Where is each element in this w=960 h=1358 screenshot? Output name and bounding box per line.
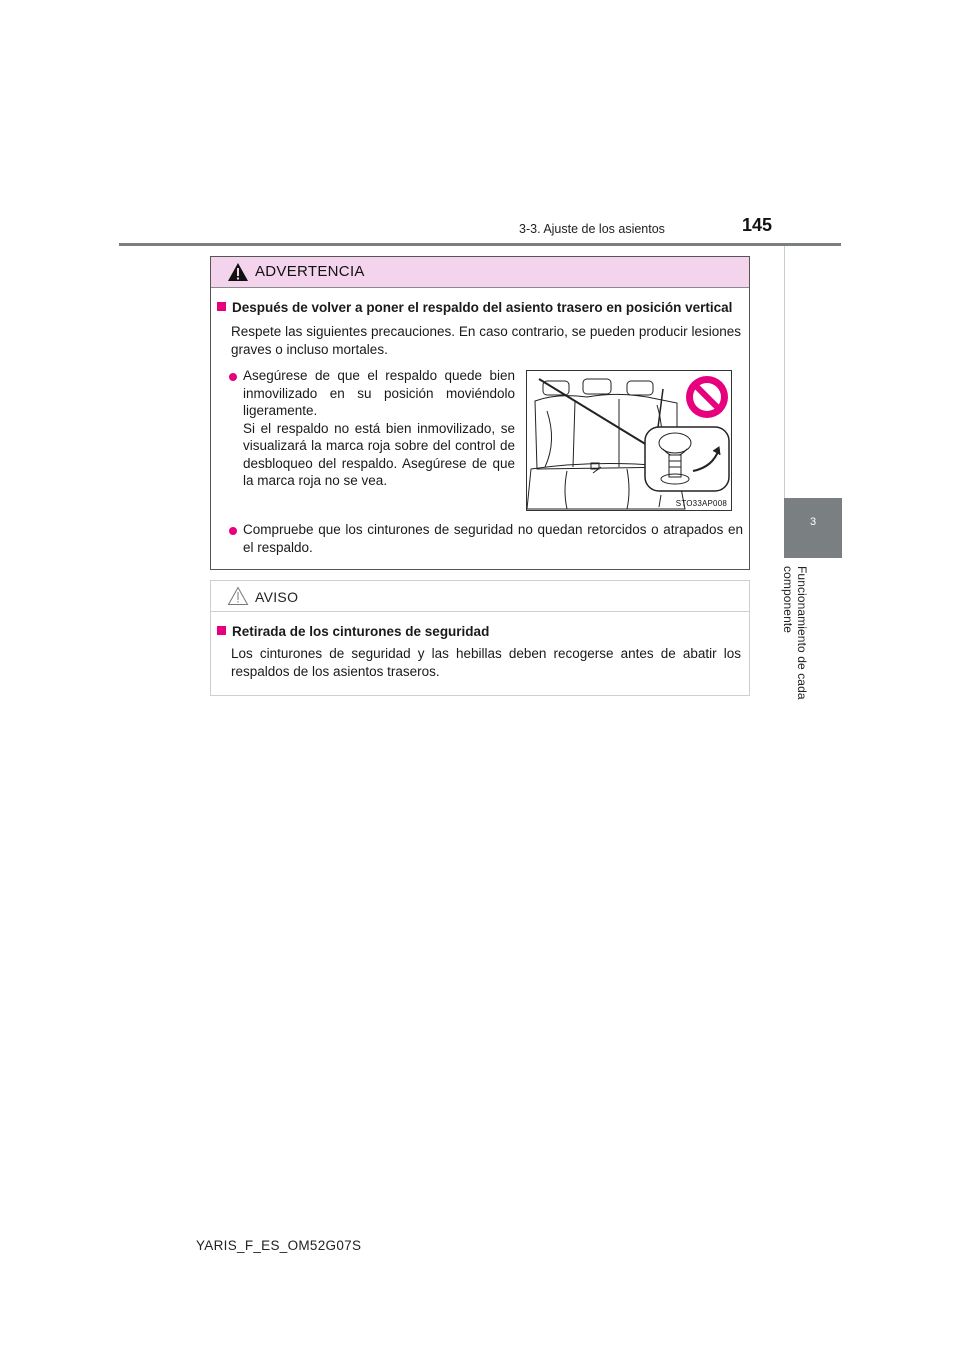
warning-intro: Respete las siguientes precauciones. En caso contrario, se pueden producir lesiones graves o incluso mortales. — [231, 324, 741, 357]
side-divider — [784, 246, 785, 498]
warning-bullet-2: Compruebe que los cinturones de seguridad no quedan retorcidos o atrapados en el respaldo. — [243, 522, 743, 555]
notice-title: AVISO — [255, 589, 299, 605]
rear-seat-illustration-icon — [527, 371, 731, 510]
document-code: YARIS_F_ES_OM52G07S — [196, 1238, 362, 1253]
notice-heading: Retirada de los cinturones de seguridad — [217, 623, 745, 641]
warning-title: ADVERTENCIA — [255, 263, 365, 280]
rear-seat-figure — [526, 370, 732, 511]
header-divider — [119, 243, 841, 246]
figure-id: STO33AP008 — [675, 499, 727, 508]
circle-bullet-icon — [229, 527, 237, 535]
notice-box — [210, 580, 750, 696]
page-number: 145 — [742, 215, 773, 235]
circle-bullet-icon — [229, 373, 237, 381]
warning-header — [211, 257, 749, 288]
section-title: 3-3. Ajuste de los asientos — [519, 222, 665, 236]
chapter-tab — [784, 498, 842, 558]
square-bullet-icon — [217, 302, 226, 311]
notice-body: Los cinturones de seguridad y las hebillas deben recogerse antes de abatir los respaldos de los asientos traseros. — [231, 646, 741, 679]
chapter-number: 3 — [809, 516, 817, 528]
notice-header — [211, 581, 749, 612]
warning-heading: Después de volver a poner el respaldo del asiento trasero en posición vertical — [217, 299, 745, 317]
chapter-label: Funcionamiento de cada componente — [781, 566, 809, 700]
warning-bullet-1: Asegúrese de que el respaldo quede bien inmovilizado en su posición moviéndolo ligeramente. Si el respaldo no está bien inmovilizado, se visualizará la marca roja sobre del control de desbloqueo del respaldo. Asegúrese de que la marca roja no se vea. — [243, 368, 515, 488]
warning-triangle-icon — [227, 262, 249, 282]
square-bullet-icon — [217, 626, 226, 635]
caution-triangle-icon — [227, 586, 249, 606]
